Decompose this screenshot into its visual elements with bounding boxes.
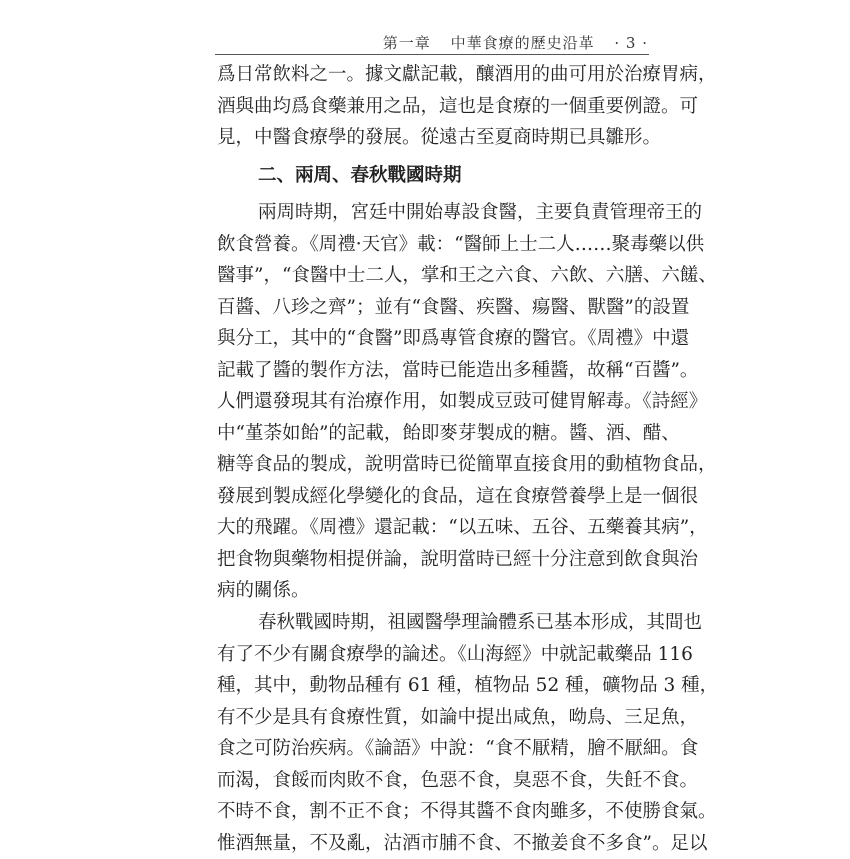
text-line: 糖等食品的製成，說明當時已從簡單直接食用的動植物食品， (217, 449, 648, 481)
text-line: 飲食營養。《周禮·天官》載：“醫師上士二人……聚毒藥以供 (217, 229, 648, 261)
text-line: 兩周時期，宮廷中開始專設食醫，主要負責管理帝王的 (217, 197, 648, 229)
text-line: 醫事”，“食醫中士二人，掌和王之六食、六飲、六膳、六饈、 (217, 260, 648, 292)
running-header (217, 32, 648, 52)
text-line: 與分工，其中的“食醫”即爲專管食療的醫官。《周禮》中還 (217, 323, 648, 355)
text-line: 發展到製成經化學變化的食品，這在食療營養學上是一個很 (217, 481, 648, 513)
text-line: 有不少是具有食療性質，如論中提出咸魚，呦鳥、三足魚， (217, 702, 648, 734)
text-line: 人們還發現其有治療作用，如製成豆豉可健胃解毒。《詩經》 (217, 386, 648, 418)
text-line: 惟酒無量，不及亂，沽酒市脯不食、不撤姜食不多食”。足以 (217, 828, 648, 859)
chapter-title: 中華食療的歷史沿革 (451, 34, 595, 52)
text-line: 春秋戰國時期，祖國醫學理論體系已基本形成，其間也 (217, 607, 648, 639)
text-line: 把食物與藥物相提併論，說明當時已經十分注意到飲食與治 (217, 544, 648, 576)
text-line: 百醬、八珍之齊”；並有“食醫、疾醫、瘍醫、獸醫”的設置 (217, 292, 648, 324)
paragraph-3 (217, 607, 648, 859)
text-line: 大的飛躍。《周禮》還記載：“以五味、五谷、五藥養其病”， (217, 512, 648, 544)
text-line: 酒與曲均爲食藥兼用之品，這也是食療的一個重要例證。可 (217, 91, 648, 123)
text-line: 種，其中，動物品種有 61 種，植物品 52 種，礦物品 3 種， (217, 670, 648, 702)
paragraph-2 (217, 197, 648, 607)
header-rule (215, 54, 649, 55)
text-line: 不時不食，割不正不食；不得其醬不食肉雖多，不使勝食氣。 (217, 796, 648, 828)
page-number: · 3 · (614, 34, 648, 52)
text-line: 中“堇荼如飴”的記載，飴即麥芽製成的糖。醬、酒、醋、 (217, 418, 648, 450)
chapter-number: 第一章 (383, 34, 431, 52)
text-line: 爲日常飲料之一。據文獻記載，釀酒用的曲可用於治療胃病， (217, 59, 648, 91)
text-line: 記載了醬的製作方法，當時已能造出多種醬，故稱“百醬”。 (217, 355, 648, 387)
text-line: 食之可防治疾病。《論語》中說：“食不厭精，膾不厭細。食 (217, 733, 648, 765)
paragraph-1 (217, 59, 648, 154)
text-line: 病的關係。 (217, 575, 648, 607)
text-line: 見，中醫食療學的發展。從遠古至夏商時期已具雛形。 (217, 122, 648, 154)
section-heading: 二、兩周、春秋戰國時期 (217, 160, 648, 192)
text-line: 而渴，食餒而肉敗不食，色惡不食，臭惡不食，失飪不食。 (217, 765, 648, 797)
text-line: 有了不少有關食療學的論述。《山海經》中就記載藥品 116 (217, 639, 648, 671)
